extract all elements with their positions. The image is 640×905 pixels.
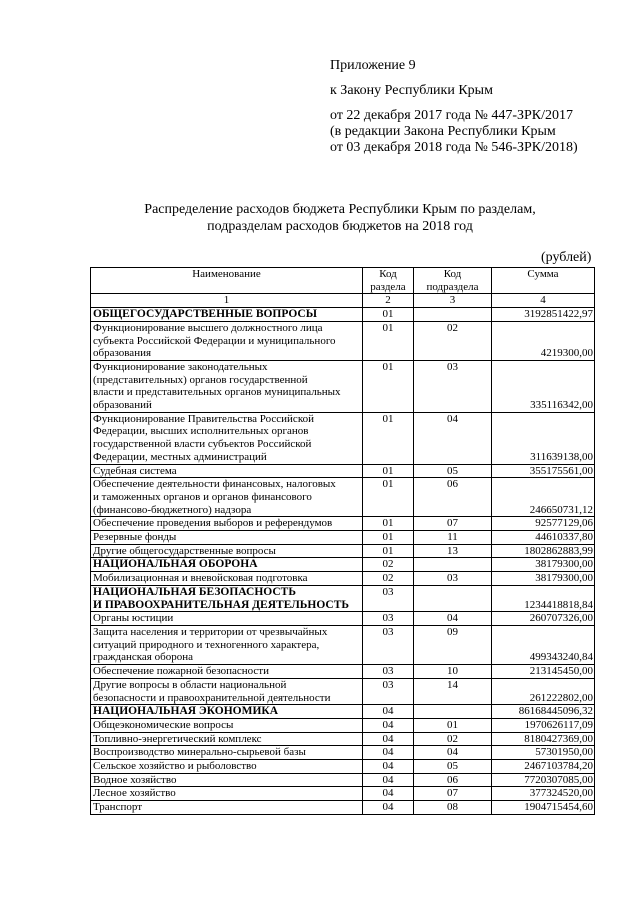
- row-subsection-code: 03: [414, 360, 492, 412]
- row-subsection-code: 14: [414, 678, 492, 704]
- row-amount: 38179300,00: [492, 558, 595, 572]
- row-name: [91, 625, 363, 664]
- row-name-line: И ПРАВООХРАНИТЕЛЬНАЯ ДЕЯТЕЛЬНОСТЬ: [93, 598, 349, 611]
- row-name-line: Воспроизводство минерально-сырьевой базы: [93, 746, 306, 759]
- row-amount: 260707326,00: [492, 612, 595, 626]
- row-section-code: 01: [363, 544, 414, 558]
- row-name-line: Другие вопросы в области национальной: [93, 678, 287, 691]
- units-label: (рублей): [541, 250, 592, 265]
- row-name-line: Обеспечение деятельности финансовых, налоговых: [93, 478, 336, 491]
- row-name-line: НАЦИОНАЛЬНАЯ БЕЗОПАСНОСТЬ: [93, 585, 296, 598]
- law-reference: к Закону Республики Крым: [330, 83, 493, 98]
- row-name: [91, 558, 363, 572]
- table-row: [91, 760, 595, 774]
- row-subsection-code: 02: [414, 321, 492, 360]
- row-name-line: Федерации, высших исполнительных органов: [93, 425, 309, 438]
- law-date: от 22 декабря 2017 года № 447-ЗРК/2017: [330, 108, 574, 123]
- row-amount: 1234418818,84: [492, 585, 595, 611]
- row-section-code: 04: [363, 718, 414, 732]
- row-name-line: Транспорт: [93, 801, 143, 814]
- row-subsection-code: 06: [414, 773, 492, 787]
- row-subsection-code: 11: [414, 531, 492, 545]
- row-name-line: (представительных) органов государственной: [93, 373, 308, 386]
- row-section-code: 03: [363, 612, 414, 626]
- table-row: [91, 801, 595, 815]
- row-section-code: 01: [363, 360, 414, 412]
- table-row: [91, 705, 595, 719]
- row-name: [91, 612, 363, 626]
- title-line2: подразделам расходов бюджетов на 2018 год: [207, 219, 473, 234]
- row-amount: 335116342,00: [492, 360, 595, 412]
- row-amount: 311639138,00: [492, 412, 595, 464]
- row-subsection-code: 04: [414, 746, 492, 760]
- row-subsection-code: 02: [414, 732, 492, 746]
- row-name: [91, 572, 363, 586]
- row-name-line: Судебная система: [93, 464, 177, 477]
- column-number: 2: [363, 294, 414, 308]
- row-subsection-code: 05: [414, 760, 492, 774]
- row-section-code: 01: [363, 531, 414, 545]
- row-subsection-code: [414, 705, 492, 719]
- row-section-code: 04: [363, 760, 414, 774]
- row-subsection-code: 13: [414, 544, 492, 558]
- row-name-line: Топливно-энергетический комплекс: [93, 732, 262, 745]
- row-name-line: государственной власти субъектов Российской: [93, 438, 312, 451]
- row-section-code: 03: [363, 585, 414, 611]
- row-section-code: 03: [363, 625, 414, 664]
- table-row: [91, 678, 595, 704]
- table-row: [91, 773, 595, 787]
- row-subsection-code: 08: [414, 801, 492, 815]
- row-name: [91, 732, 363, 746]
- row-section-code: 01: [363, 412, 414, 464]
- row-name: [91, 787, 363, 801]
- row-amount: 8180427369,00: [492, 732, 595, 746]
- row-section-code: 01: [363, 478, 414, 517]
- row-name: [91, 478, 363, 517]
- row-name-line: Другие общегосударственные вопросы: [93, 544, 276, 557]
- row-subsection-code: 09: [414, 625, 492, 664]
- table-row: [91, 478, 595, 517]
- row-subsection-code: 01: [414, 718, 492, 732]
- header-subsection: Код подраздела: [414, 268, 492, 294]
- row-name-line: НАЦИОНАЛЬНАЯ ОБОРОНА: [93, 558, 258, 571]
- row-name-line: Сельское хозяйство и рыболовство: [93, 760, 257, 773]
- row-section-code: 01: [363, 321, 414, 360]
- row-section-code: 01: [363, 308, 414, 322]
- table-row: [91, 464, 595, 478]
- table-row: [91, 308, 595, 322]
- row-subsection-code: [414, 585, 492, 611]
- row-name-line: образования: [93, 347, 152, 360]
- row-name: [91, 801, 363, 815]
- row-section-code: 01: [363, 517, 414, 531]
- row-section-code: 02: [363, 572, 414, 586]
- row-name: [91, 705, 363, 719]
- row-name: [91, 665, 363, 679]
- row-name-line: Функционирование высшего должностного лица: [93, 321, 323, 334]
- document-header: [330, 58, 578, 156]
- row-name: [91, 412, 363, 464]
- row-section-code: 02: [363, 558, 414, 572]
- row-subsection-code: [414, 558, 492, 572]
- table-row: [91, 558, 595, 572]
- header-name: Наименование: [91, 268, 363, 294]
- row-amount: 57301950,00: [492, 746, 595, 760]
- row-name-line: Резервные фонды: [93, 531, 177, 544]
- row-name-line: НАЦИОНАЛЬНАЯ ЭКОНОМИКА: [93, 705, 279, 718]
- row-name-line: безопасности и правоохранительной деятельности: [93, 691, 331, 704]
- row-name-line: Федерации, местных администраций: [93, 450, 267, 463]
- row-name-line: Функционирование законодательных: [93, 360, 268, 373]
- row-subsection-code: 04: [414, 612, 492, 626]
- row-section-code: 04: [363, 732, 414, 746]
- row-amount: 1802862883,99: [492, 544, 595, 558]
- row-section-code: 03: [363, 665, 414, 679]
- row-subsection-code: 10: [414, 665, 492, 679]
- row-name-line: ситуаций природного и техногенного характера,: [93, 638, 320, 651]
- appendix-number: Приложение 9: [330, 58, 416, 73]
- table-row: [91, 412, 595, 464]
- row-name-line: и таможенных органов и органов финансового: [93, 490, 312, 503]
- row-name-line: Защита населения и территории от чрезвычайных: [93, 625, 328, 638]
- table-row: [91, 585, 595, 611]
- row-name-line: гражданская оборона: [93, 651, 193, 664]
- table-row: [91, 718, 595, 732]
- row-amount: 4219300,00: [492, 321, 595, 360]
- document-title: [90, 201, 590, 235]
- table-row: [91, 517, 595, 531]
- row-section-code: 01: [363, 464, 414, 478]
- table-header-row: [91, 268, 595, 294]
- row-subsection-code: 07: [414, 517, 492, 531]
- row-name: [91, 544, 363, 558]
- table-row: [91, 746, 595, 760]
- row-name: [91, 308, 363, 322]
- column-number-row: [91, 294, 595, 308]
- row-name-line: Водное хозяйство: [93, 773, 177, 786]
- row-name-line: Функционирование Правительства Российской: [93, 412, 314, 425]
- row-section-code: 04: [363, 705, 414, 719]
- budget-table: [90, 267, 595, 815]
- row-name-line: Органы юстиции: [93, 612, 174, 625]
- row-amount: 2467103784,20: [492, 760, 595, 774]
- row-subsection-code: 05: [414, 464, 492, 478]
- row-name: [91, 760, 363, 774]
- row-name-line: власти и представительных органов муниципальных: [93, 386, 341, 399]
- row-section-code: 04: [363, 787, 414, 801]
- row-amount: 1904715454,60: [492, 801, 595, 815]
- row-section-code: 04: [363, 773, 414, 787]
- table-row: [91, 531, 595, 545]
- row-name-line: (финансово-бюджетного) надзора: [93, 503, 252, 516]
- row-name-line: Общеэкономические вопросы: [93, 718, 234, 731]
- table-row: [91, 544, 595, 558]
- row-amount: 213145450,00: [492, 665, 595, 679]
- table-row: [91, 360, 595, 412]
- column-number: 1: [91, 294, 363, 308]
- row-amount: 7720307085,00: [492, 773, 595, 787]
- row-name-line: ОБЩЕГОСУДАРСТВЕННЫЕ ВОПРОСЫ: [93, 308, 318, 321]
- table-row: [91, 732, 595, 746]
- row-name: [91, 585, 363, 611]
- row-amount: 1970626117,09: [492, 718, 595, 732]
- row-name: [91, 746, 363, 760]
- table-row: [91, 321, 595, 360]
- row-amount: 355175561,00: [492, 464, 595, 478]
- row-name: [91, 773, 363, 787]
- row-name-line: образований: [93, 399, 152, 412]
- table-row: [91, 612, 595, 626]
- row-amount: 261222802,00: [492, 678, 595, 704]
- row-amount: 86168445096,32: [492, 705, 595, 719]
- row-name-line: субъекта Российской Федерации и муниципального: [93, 334, 336, 347]
- row-amount: 3192851422,97: [492, 308, 595, 322]
- table-row: [91, 787, 595, 801]
- law-edition-line2: от 03 декабря 2018 года № 546-ЗРК/2018): [330, 140, 578, 155]
- row-name-line: Обеспечение проведения выборов и референдумов: [93, 517, 333, 530]
- row-amount: 38179300,00: [492, 572, 595, 586]
- row-name: [91, 531, 363, 545]
- row-name-line: Лесное хозяйство: [93, 787, 176, 800]
- law-edition-line1: (в редакции Закона Республики Крым: [330, 124, 556, 139]
- column-number: 4: [492, 294, 595, 308]
- row-name-line: Обеспечение пожарной безопасности: [93, 665, 270, 678]
- row-subsection-code: 07: [414, 787, 492, 801]
- row-subsection-code: 06: [414, 478, 492, 517]
- header-section: Код раздела: [363, 268, 414, 294]
- table-row: [91, 572, 595, 586]
- row-name: [91, 718, 363, 732]
- row-amount: 499343240,84: [492, 625, 595, 664]
- row-name: [91, 360, 363, 412]
- table-row: [91, 625, 595, 664]
- row-amount: 44610337,80: [492, 531, 595, 545]
- row-subsection-code: [414, 308, 492, 322]
- row-subsection-code: 03: [414, 572, 492, 586]
- row-name: [91, 517, 363, 531]
- row-amount: 377324520,00: [492, 787, 595, 801]
- row-amount: 246650731,12: [492, 478, 595, 517]
- row-name: [91, 678, 363, 704]
- column-number: 3: [414, 294, 492, 308]
- row-amount: 92577129,06: [492, 517, 595, 531]
- row-subsection-code: 04: [414, 412, 492, 464]
- row-name-line: Мобилизационная и вневойсковая подготовка: [93, 572, 308, 585]
- header-amount: Сумма: [492, 268, 595, 294]
- title-line1: Распределение расходов бюджета Республики Крым по разделам,: [144, 202, 536, 217]
- row-name: [91, 321, 363, 360]
- table-row: [91, 665, 595, 679]
- row-section-code: 03: [363, 678, 414, 704]
- row-section-code: 04: [363, 801, 414, 815]
- row-section-code: 04: [363, 746, 414, 760]
- row-name: [91, 464, 363, 478]
